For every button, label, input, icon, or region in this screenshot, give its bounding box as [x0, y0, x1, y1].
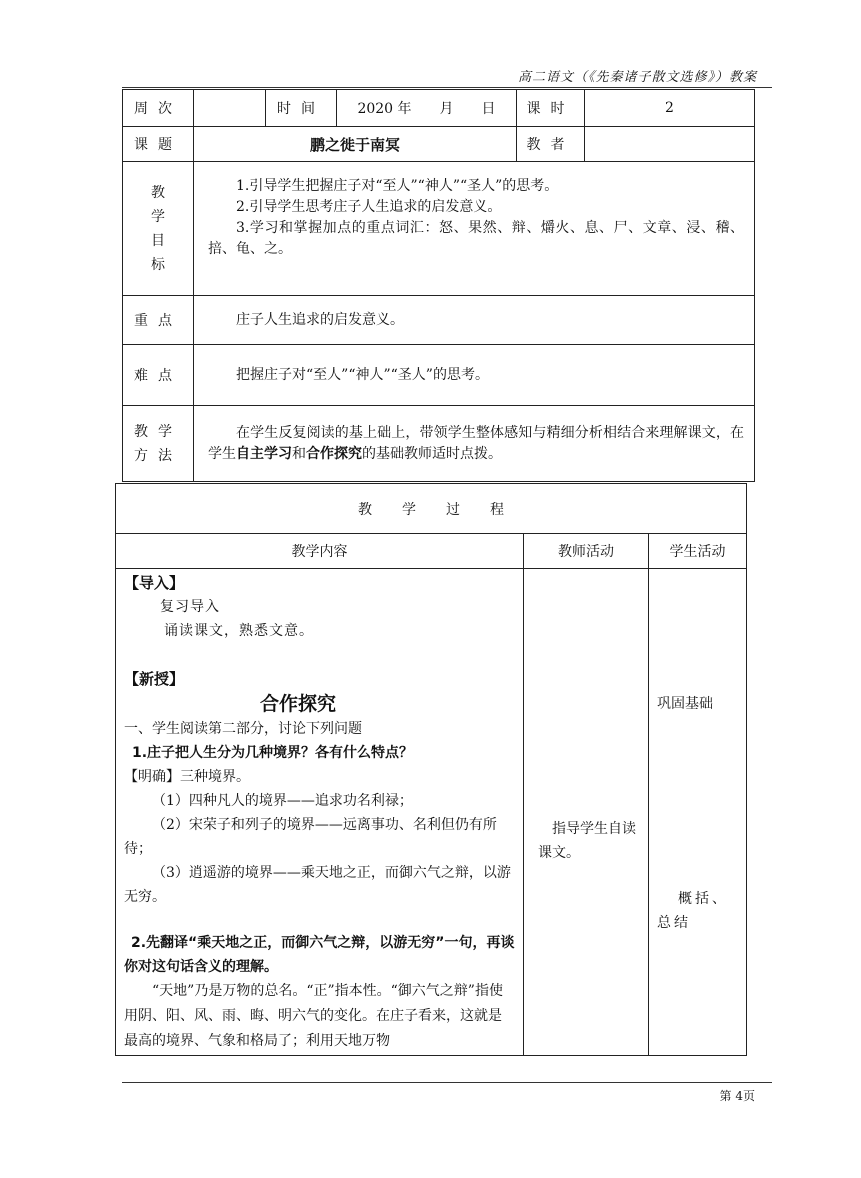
teacher-activity: 指导学生自读课文。	[538, 821, 636, 861]
key-text: 庄子人生追求的启发意义。	[194, 296, 755, 345]
objective-2: 2.引导学生思考庄子人生追求的启发意义。	[236, 199, 502, 215]
objective-1: 1.引导学生把握庄子对“至人”“神人”“圣人”的思考。	[236, 178, 559, 194]
student-activity-2: 概括、总结	[657, 891, 729, 931]
page-header-title: 高二语文（《先秦诸子散文选修》）教案	[517, 70, 757, 85]
time-label: 时间	[266, 90, 337, 127]
col-student-header: 学生活动	[649, 534, 747, 569]
lesson-info-table	[122, 89, 755, 482]
method-bold-self-study: 自主学习	[236, 445, 292, 462]
method-text: 在学生反复阅读的基上础上，带领学生整体感知与精细分析相结合来理解课文，在学生自主学习和合作探究的基础教师适时点拨。	[194, 406, 755, 482]
hours-label: 课时	[517, 90, 585, 127]
footer-divider	[122, 1082, 772, 1083]
week-label: 周次	[123, 90, 194, 127]
header-divider	[122, 87, 772, 88]
process-title: 教学过程	[116, 484, 747, 534]
point-2: （2）宋荣子和列子的境界——远离事功、名利但仍有所待；	[124, 817, 497, 857]
objectives-label: 教 学 目 标	[123, 162, 194, 296]
page-number: 第 4页	[719, 1089, 755, 1103]
teaching-process-table	[115, 483, 747, 1056]
objectives-content	[194, 162, 755, 296]
question-2: 2.先翻译“乘天地之正，而御六气之辩，以游无穷”一句，再谈你对这句话含义的理解。	[124, 935, 515, 975]
coop-heading: 合作探究	[260, 693, 337, 715]
intro-line-2: 诵读课文，熟悉文意。	[164, 623, 314, 639]
topic-value: 鹏之徙于南冥	[194, 127, 517, 162]
answer-intro: 【明确】三种境界。	[124, 769, 250, 785]
method-bold-cooperation: 合作探究	[306, 445, 362, 462]
teacher-activity-cell	[524, 569, 649, 1056]
question-1: 1.庄子把人生分为几种境界？各有什么特点？	[132, 745, 414, 761]
hours-value: 2	[585, 90, 755, 127]
topic-label: 课题	[123, 127, 194, 162]
explanation: “天地”乃是万物的总名。“正”指本性。“御六气之辩”指使用阴、阳、风、雨、晦、明六气的变化。在庄子看来，这就是最高的境界、气象和格局了；利用天地万物	[124, 983, 503, 1049]
teacher-value	[585, 127, 755, 162]
date-value: 2020 年 月 日	[337, 90, 517, 127]
col-content-header: 教学内容	[116, 534, 524, 569]
point-3: （3）逍遥游的境界——乘天地之正，而御六气之辩，以游无穷。	[124, 865, 511, 905]
teacher-label: 教者	[517, 127, 585, 162]
intro-line-1: 复习导入	[160, 599, 220, 615]
week-value	[194, 90, 266, 127]
section-1: 一、学生阅读第二部分，讨论下列问题	[124, 721, 362, 737]
intro-heading: 【导入】	[124, 574, 185, 592]
student-activity-cell	[649, 569, 747, 1056]
col-teacher-header: 教师活动	[524, 534, 649, 569]
key-label: 重点	[123, 296, 194, 345]
difficulty-label: 难点	[123, 345, 194, 406]
process-content	[116, 569, 524, 1056]
student-activity-1: 巩固基础	[657, 696, 713, 712]
point-1: （1）四种凡人的境界——追求功名利禄；	[152, 793, 413, 809]
difficulty-text: 把握庄子对“至人”“神人”“圣人”的思考。	[194, 345, 755, 406]
new-heading: 【新授】	[124, 670, 185, 688]
method-label: 教学 方法	[123, 406, 194, 482]
objective-3: 3.学习和掌握加点的重点词汇：怒、果然、辩、爝火、息、尸、文章、浸、稽、掊、龟、之。	[208, 220, 744, 257]
